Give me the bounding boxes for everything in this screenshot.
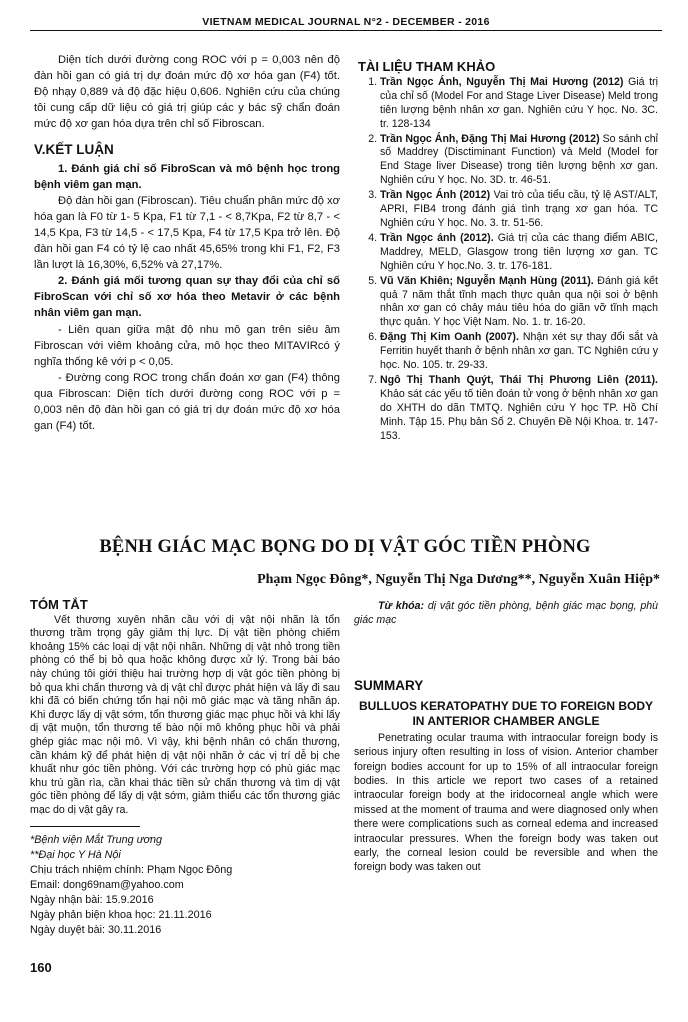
page-number: 160 — [30, 960, 52, 975]
reference-item: 3. Trần Ngọc Ánh (2012) Vai trò của tiểu cầu, tỷ lệ AST/ALT, APRI, FIB4 trong đánh giá tình trạng xơ gan hóa. TC Nghiên cứu Y học. No. 3. tr. 51-56. — [380, 189, 658, 231]
affiliation: **Đại học Y Hà Nội — [30, 848, 121, 861]
date-reviewed: Ngày phản biện khoa học: 21.11.2016 — [30, 908, 212, 921]
footnote-divider — [30, 826, 140, 827]
reference-item: 2. Trần Ngọc Ánh, Đặng Thị Mai Hương (2012) So sánh chỉ số Maddrey (Disctiminant Function) và Meld (Model for End Stage liver Disease) trong tiên lượng bệnh xơ gan. Nghiên cứu Y học. No. 3D. tr. 46-51. — [380, 133, 658, 189]
references-title: TÀI LIỆU THAM KHẢO — [358, 59, 496, 74]
email: Email: dong69nam@yahoo.com — [30, 878, 184, 891]
article-authors: Phạm Ngọc Đông*, Nguyễn Thị Nga Dương**, Nguyễn Xuân Hiệp* — [257, 572, 660, 587]
date-received: Ngày nhận bài: 15.9.2016 — [30, 893, 154, 906]
abstract-vi — [30, 598, 340, 938]
reference-item: 7. Ngô Thị Thanh Quýt, Thái Thị Phương Liên (2011). Khảo sát các yếu tố tiên đoán tử vong ở bệnh nhân xơ gan do XHTH do dãn TMTQ. Nghiên cứu Y học TP. Hồ Chí Minh. Tập 15. Phụ bản Số 2. Chuyên Đề Nội Khoa. tr. 147-153. — [380, 374, 658, 444]
reference-item: 4. Trần Ngọc ánh (2012). Giá trị của các thang điểm ABIC, Maddrey, MELD, Glasgow trong tiên lượng xơ gan. TC Nghiên cứu Y học.No. 3. tr. 176-181. — [380, 232, 658, 274]
abstract-text: Vết thương xuyên nhãn cầu với dị vật nội nhãn là tổn thương trầm trọng gây giảm thị lực. Dị vật tiền phòng chiếm khoảng 15% các loại dị vật nội nhãn. Những dị vật nhỏ trong tiền phòng có thể bị bỏ qua hoặc không được xử lý. Trong bài báo này chúng tôi giới thiệu hai trường hợp dị vật góc tiền phòng bị bỏ qua khi chấn thương và dị vật chỉ được phát hiện và lấy đi sau khi đã có biến chứng tổn hại nội mô giác mạc và tăng nhãn áp. Khi được lấy dị vật sớm, tổn thương giác mạc phục hồi và khi lấy dị vật muộn, tổn thương tế bào nội mô không phục hồi và phải ghép giác mạc nội mô. Vì vậy, khi bệnh nhân có chấn thương, cần khám kỹ để phát hiện dị vật nội nhãn ở các vị trí dễ bị che khuất như góc tiền phòng. Với các trường hợp có phù giác mạc khu trú gần rìa, cần khai thác tiền sử chấn thương và tìm dị vật góc tiền phòng để lấy dị vật sớm, giảm thiểu các tổn thương giác mạc do dị vật gây ra. — [30, 613, 340, 816]
responsible-author: Chịu trách nhiệm chính: Phạm Ngọc Đông — [30, 863, 233, 876]
summary-text: Penetrating ocular trauma with intraocular foreign body is serious injury often resulting in loss of vision. Anterior chamber foreign bodies account for up to 15% of all intraocular foreign bodies. In this article we report two cases of a retained intraocular foreign body at the iridocorneal angle which were missed at the moment of trauma and were diagnosed only when there were complications such as corneal edema and increased intraocular pressures. When the foreign body was taken out early, the corneal lesion could be reversible and when the foreign body was taken out — [354, 731, 658, 874]
left-column — [34, 52, 340, 434]
reference-item: 5. Vũ Văn Khiên; Nguyễn Mạnh Hùng (2011). Đánh giá kết quả 7 năm thắt tĩnh mạch thực quản qua nội soi ở bệnh nhân xơ gan có chảy máu tiêu hóa do giãn vỡ tĩnh mạch thực quản. Y học Việt Nam. No. 1. tr. 16-20. — [380, 275, 658, 331]
affiliation: *Bệnh viện Mắt Trung ương — [30, 833, 163, 846]
footnotes — [30, 833, 340, 938]
reference-item: 6. Đặng Thị Kim Oanh (2007). Nhận xét sự thay đổi sắt và Ferritin huyết thanh ở bệnh nhân xơ gan. TC Nghiên cứu y học. No. 105. tr. 29-33. — [380, 331, 658, 373]
paragraph: Diện tích dưới đường cong ROC với p = 0,003 nên độ đàn hồi gan có giá trị dự đoán mức độ xơ hóa gan (F4) tốt. Độ nhạy 0,889 và độ đặc hiệu 0,606. Nghiên cứu của chúng tôi cung cấp dữ liệu có giá trị giúp các y bác sỹ chẩn đoán mức độ xơ gan hóa dựa trên chỉ số Fibroscan. — [34, 54, 340, 131]
journal-header: VIETNAM MEDICAL JOURNAL N°2 - DECEMBER - 2016 — [30, 16, 662, 31]
abstract-title: TÓM TẮT — [30, 597, 88, 612]
subsection-title: 1. Đánh giá chỉ số FibroScan và mô bệnh học trong bệnh viêm gan mạn. — [34, 162, 340, 191]
section-title: V.KẾT LUẬN — [34, 142, 114, 158]
references — [358, 60, 658, 444]
date-approved: Ngày duyệt bài: 30.11.2016 — [30, 923, 162, 936]
article-title: BỆNH GIÁC MẠC BỌNG DO DỊ VẬT GÓC TIỀN PHÒNG — [99, 537, 591, 557]
reference-list — [358, 76, 658, 444]
bullet: - Liên quan giữa mật độ nhu mô gan trên siêu âm Fibroscan với viêm khoảng cửa, mô học theo MITAVIRcó ý nghĩa thống kê với p < 0,05. — [34, 323, 340, 368]
english-title: BULLUOS KERATOPATHY DUE TO FOREIGN BODY IN ANTERIOR CHAMBER ANGLE — [358, 698, 654, 728]
summary-title: SUMMARY — [354, 678, 424, 694]
reference-item: 1. Trần Ngọc Ánh, Nguyễn Thị Mai Hương (2012) Giá trị của chỉ số (Model For and Stage Liver Disease) Meld trong tiên lượng bệnh nhân xơ gan. Nghiên cứu Y học. No. 3C. tr. 128-134 — [380, 76, 658, 132]
right-lower-column — [354, 600, 658, 875]
subsection-title: 2. Đánh giá mối tương quan sự thay đổi của chỉ số FibroScan với chỉ số xơ hóa theo Metavir ở các bệnh nhân viêm gan mạn. — [34, 275, 340, 320]
paragraph: Độ đàn hồi gan (Fibroscan). Tiêu chuẩn phân mức độ xơ hóa gan là F0 từ 1- 5 Kpa, F1 từ 7,1 - < 8,7Kpa, F2 từ 8,7 - < 14,5 Kpa, F3 từ 14,5 - < 17,5 Kpa, F4 từ 17,5 Kpa trở lên. Độ đàn hồi gan F4 có tỷ lệ cao nhất 45,65% trong khi F1, F2, F3 lần lượt là 16,30%, 6,52% và 27,17%. — [34, 194, 340, 272]
keywords: Từ khóa: dị vật góc tiền phòng, bệnh giác mạc bọng, phù giác mạc — [354, 600, 659, 626]
bullet: - Đường cong ROC trong chẩn đoán xơ gan (F4) thông qua Fibroscan: Diện tích dưới đường cong ROC với p = 0,003 nên độ đàn hồi gan có giá trị dự đoán mức độ xơ hóa gan (F4) tốt. — [34, 371, 340, 433]
